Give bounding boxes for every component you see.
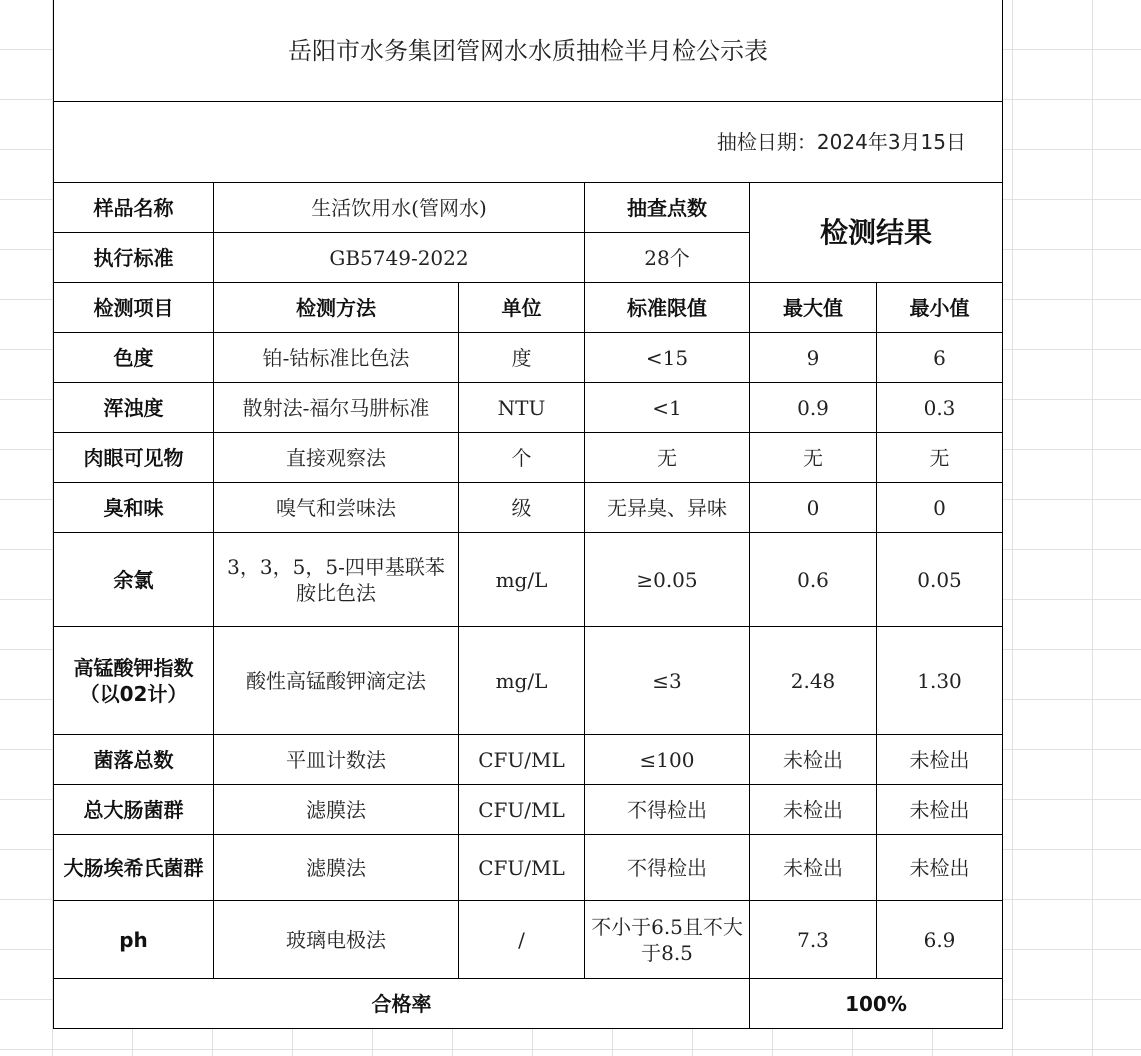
row-max: 0.6 (750, 533, 877, 627)
header-max: 最大值 (750, 283, 877, 333)
standard-value: GB5749-2022 (214, 233, 585, 283)
report-title: 岳阳市水务集团管网水水质抽检半月检公示表 (54, 0, 1002, 102)
row-unit: 度 (459, 333, 585, 383)
row-unit: NTU (459, 383, 585, 433)
row-method: 直接观察法 (214, 433, 459, 483)
row-unit: 级 (459, 483, 585, 533)
sample-name-value: 生活饮用水(管网水) (214, 183, 585, 233)
row-max: 9 (750, 333, 877, 383)
sample-points-value: 28个 (585, 233, 750, 283)
row-method: 滤膜法 (214, 835, 459, 901)
row-item: 余氯 (54, 533, 214, 627)
row-method: 平皿计数法 (214, 735, 459, 785)
row-method: 酸性高锰酸钾滴定法 (214, 627, 459, 735)
row-limit: ≤100 (585, 735, 750, 785)
row-item: 臭和味 (54, 483, 214, 533)
pass-rate-label: 合格率 (54, 979, 750, 1029)
row-limit: 不小于6.5且不大于8.5 (585, 901, 750, 979)
row-item: 高锰酸钾指数（以02计） (54, 627, 214, 735)
row-item: 色度 (54, 333, 214, 383)
row-unit: CFU/ML (459, 785, 585, 835)
pass-rate-value: 100% (845, 992, 907, 1016)
row-max: 未检出 (750, 785, 877, 835)
row-max: 未检出 (750, 835, 877, 901)
row-limit: 不得检出 (585, 835, 750, 901)
row-max: 7.3 (750, 901, 877, 979)
row-unit: mg/L (459, 533, 585, 627)
row-min: 6 (877, 333, 1002, 383)
row-limit: ≤3 (585, 627, 750, 735)
row-limit: 无 (585, 433, 750, 483)
row-max: 0 (750, 483, 877, 533)
row-unit: CFU/ML (459, 835, 585, 901)
header-method: 检测方法 (214, 283, 459, 333)
row-unit: 个 (459, 433, 585, 483)
row-max: 无 (750, 433, 877, 483)
row-min: 0 (877, 483, 1002, 533)
inspection-date: 抽检日期：2024年3月15日 (54, 102, 1002, 183)
sample-points-label: 抽查点数 (585, 183, 750, 233)
row-min: 6.9 (877, 901, 1002, 979)
row-min: 0.05 (877, 533, 1002, 627)
row-method: 嗅气和尝味法 (214, 483, 459, 533)
row-min: 0.3 (877, 383, 1002, 433)
row-method: 3，3，5，5-四甲基联苯胺比色法 (214, 533, 459, 627)
header-item: 检测项目 (54, 283, 214, 333)
row-method: 铂-钴标准比色法 (214, 333, 459, 383)
row-method: 滤膜法 (214, 785, 459, 835)
row-item: 大肠埃希氏菌群 (54, 835, 214, 901)
header-min: 最小值 (877, 283, 1002, 333)
header-unit: 单位 (459, 283, 585, 333)
row-unit: mg/L (459, 627, 585, 735)
row-item: 肉眼可见物 (54, 433, 214, 483)
row-unit: CFU/ML (459, 735, 585, 785)
row-item: ph (54, 901, 214, 979)
row-max: 未检出 (750, 735, 877, 785)
row-min: 无 (877, 433, 1002, 483)
row-item: 浑浊度 (54, 383, 214, 433)
row-max: 2.48 (750, 627, 877, 735)
row-limit: <15 (585, 333, 750, 383)
row-max: 0.9 (750, 383, 877, 433)
row-item: 总大肠菌群 (54, 785, 214, 835)
row-method: 玻璃电极法 (214, 901, 459, 979)
results-label: 检测结果 (750, 183, 1002, 283)
row-min: 未检出 (877, 735, 1002, 785)
report-sheet (53, 0, 1003, 1029)
row-limit: ≥0.05 (585, 533, 750, 627)
row-unit: / (459, 901, 585, 979)
row-limit: 无异臭、异味 (585, 483, 750, 533)
header-limit: 标准限值 (585, 283, 750, 333)
row-min: 未检出 (877, 785, 1002, 835)
row-min: 未检出 (877, 835, 1002, 901)
standard-label: 执行标准 (54, 233, 214, 283)
sample-name-label: 样品名称 (54, 183, 214, 233)
row-limit: 不得检出 (585, 785, 750, 835)
row-min: 1.30 (877, 627, 1002, 735)
row-method: 散射法-福尔马肼标准 (214, 383, 459, 433)
row-item: 菌落总数 (54, 735, 214, 785)
row-limit: <1 (585, 383, 750, 433)
